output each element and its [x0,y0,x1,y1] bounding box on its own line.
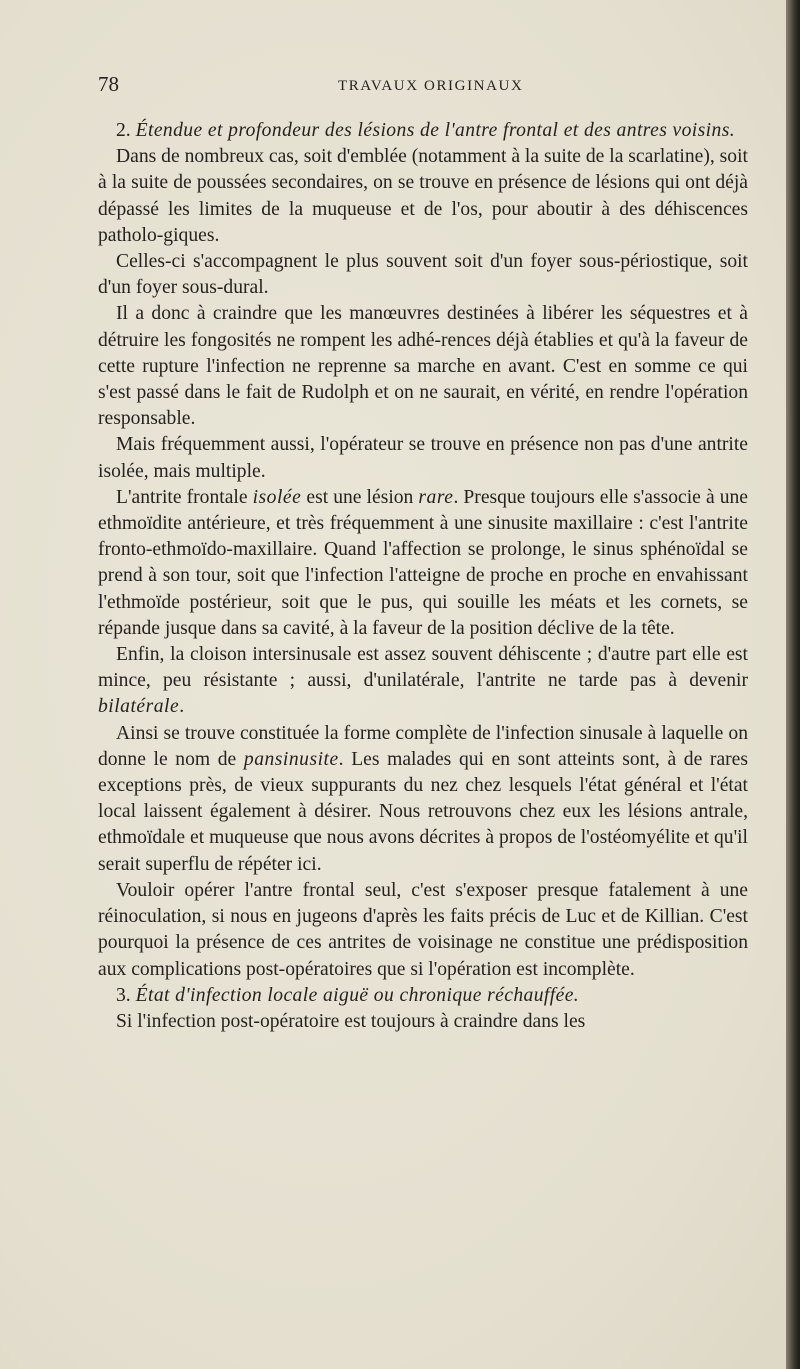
paragraph-9: Si l'infection post-opératoire est toujours à craindre dans les [116,1010,586,1032]
p6-text-a: Enfin, la cloison intersinusale est assez souvent déhiscente ; d'autre part elle est mince, peu résistante ; aussi, d'unilatérale, l'antrite ne tarde pas à devenir [98,644,748,692]
paragraph-4: Mais fréquemment aussi, l'opérateur se trouve en présence non pas d'une antrite isolée, mais multiple. [98,434,748,482]
paragraph-7 [98,721,748,878]
paragraph-1: Dans de nombreux cas, soit d'emblée (notamment à la suite de la scarlatine), soit à la suite de poussées secondaires, on se trouve en présence de lésions qui ont déjà dépassé les limites de la muqueuse et de l'os, pour aboutir à des déhiscences patholo-giques. [98,146,748,246]
p5-emphasis-isolee: isolée [252,486,302,508]
section-3-number: 3. [116,984,131,1006]
paragraph-2: Celles-ci s'accompagnent le plus souvent soit d'un foyer sous-périostique, soit d'un foyer sous-dural. [98,251,748,299]
page-number: 78 [98,72,119,96]
paragraph-3: Il a donc à craindre que les manœuvres destinées à libérer les séquestres et à détruire les fongosités ne rompent les adhé-rences déjà établies et qu'à la faveur de cette rupture l'infection ne reprenne sa marche en avant. C'est en somme ce qui s'est passé dans le fait de Rudolph et on ne saurait, en vérité, en rendre l'opération responsable. [98,303,748,430]
paragraph-6 [98,642,748,721]
p6-emphasis-bilaterale: bilatérale [98,696,180,718]
p7-emphasis-pansinusite: pansinusite [243,748,339,770]
p7-text-a: Ainsi se trouve constituée la forme complète de l'infection sinusale à laquelle on donne le nom de [98,722,748,770]
paragraph-5 [98,485,748,642]
paragraph-8: Vouloir opérer l'antre frontal seul, c'est s'exposer presque fatalement à une réinoculation, si nous en jugeons d'après les faits précis de Luc et de Killian. C'est pourquoi la présence de ces antrites de voisinage ne constitue une prédisposition aux complications post-opératoires que si l'opération est incomplète. [98,879,748,980]
p5-text-a: L'antrite frontale [116,486,253,508]
p7-text-c: . Les malades qui en sont atteints sont, à de rares exceptions près, de vieux suppurants du nez chez lesquels l'état général et l'état local laissent également à désirer. Nous retrouvons chez eux les lésions antrale, ethmoïdale et muqueuse que nous avons décrites à propos de l'ostéomyélite et qu'il serait superflu de répéter ici. [98,748,748,875]
section-2-title: Étendue et profondeur des lésions de l'antre frontal et des antres voisins. [135,120,736,141]
p5-emphasis-rare: rare [418,486,454,508]
running-title: TRAVAUX ORIGINAUX [338,78,524,94]
section-2-heading [98,118,748,144]
section-3-title: État d'infection locale aiguë ou chronique réchauffée. [135,984,580,1006]
section-3-heading [98,983,748,1009]
running-head [98,72,750,102]
p6-text-c: . [179,696,185,718]
body-text [98,118,748,1035]
p5-text-c: est une lésion [301,486,419,508]
book-spine-shadow [786,0,800,1369]
p5-text-e: . Presque toujours elle s'associe à une ethmoïdite antérieure, et très fréquemment à une sinusite maxillaire : c'est l'antrite fronto-ethmoïdo-maxillaire. Quand l'affection se prolonge, le sinus sphénoïdal se prend à son tour, soit que l'infection l'atteigne de proche en proche en envahissant l'ethmoïde postérieur, soit que le pus, qui souille les méats et les cornets, se répande jusque dans sa cavité, à la faveur de la position déclive de la tête. [98,486,748,639]
section-2-number: 2. [116,120,131,141]
